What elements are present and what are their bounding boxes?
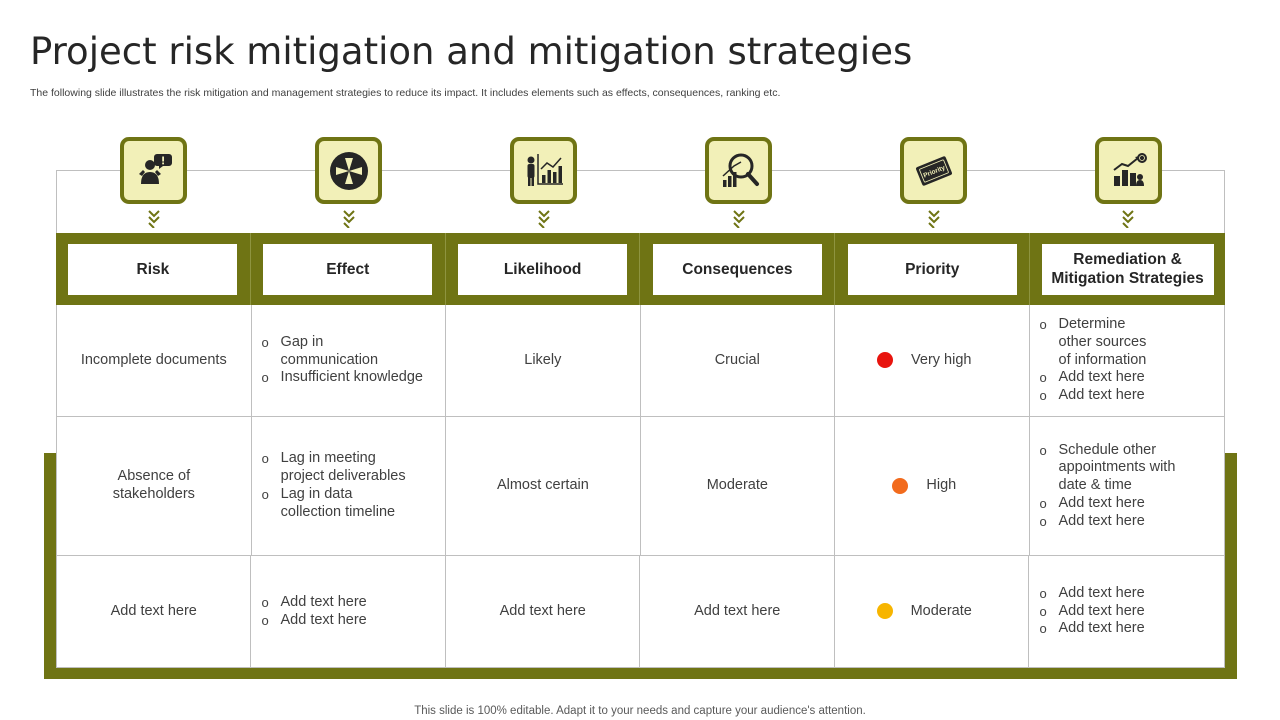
- svg-text:Priority: Priority: [922, 163, 946, 179]
- asterisk-badge-icon: [315, 137, 382, 204]
- strategies-cell: [1030, 417, 1224, 555]
- strategies-cell: [1030, 305, 1225, 416]
- chevron-down-icon: [926, 208, 942, 228]
- strategies-cell: [1029, 556, 1224, 667]
- priority-cell: [835, 556, 1029, 667]
- chevron-down-icon: [536, 208, 552, 228]
- list-item: o Add text here: [1039, 620, 1144, 638]
- priority-tag-icon: [900, 137, 967, 204]
- list-item: o Insufficient knowledge: [262, 369, 423, 387]
- header-consequences: Consequences: [653, 244, 822, 295]
- magnifier-chart-icon: [705, 137, 772, 204]
- chevron-down-icon: [1120, 208, 1136, 228]
- table-row: [57, 305, 1224, 417]
- list-item: o Add text here: [261, 612, 366, 630]
- footer-note: This slide is 100% editable. Adapt it to your needs and capture your audience's attention.: [414, 705, 866, 717]
- list-item: o Lag in data collection timeline: [262, 486, 412, 522]
- table-row: [57, 417, 1224, 556]
- growth-chart-icon: [1095, 137, 1162, 204]
- header-strategies: Remediation & Mitigation Strategies: [1042, 244, 1214, 295]
- list-item: o Add text here: [1039, 603, 1144, 621]
- likelihood-cell: Almost certain: [446, 417, 640, 555]
- effect-cell: [252, 305, 447, 416]
- priority-cell: [835, 417, 1029, 555]
- likelihood-cell: Add text here: [446, 556, 640, 667]
- priority-cell: [835, 305, 1029, 416]
- effect-cell: [251, 556, 446, 667]
- consequences-cell: Moderate: [641, 417, 835, 555]
- page-title: Project risk mitigation and mitigation strategies: [30, 30, 913, 73]
- likelihood-cell: Likely: [446, 305, 640, 416]
- consequences-cell: Add text here: [640, 556, 834, 667]
- status-dot: [892, 478, 908, 494]
- priority-label: Very high: [911, 351, 972, 368]
- list-item: o Add text here: [1040, 387, 1160, 405]
- header-likelihood: Likelihood: [458, 244, 627, 295]
- status-dot: [877, 603, 893, 619]
- header-effect: Effect: [263, 244, 432, 295]
- icon-frame: [56, 170, 1225, 234]
- chevron-down-icon: [341, 208, 357, 228]
- risk-cell: Incomplete documents: [57, 305, 252, 416]
- list-item: o Determine other sources of information: [1040, 316, 1160, 369]
- chevron-down-icon: [731, 208, 747, 228]
- page-subtitle: The following slide illustrates the risk mitigation and management strategies to reduce its impact. It includes elements such as effects, consequences, ranking etc.: [30, 87, 781, 99]
- header-risk: Risk: [68, 244, 237, 295]
- list-item: o Add text here: [1040, 495, 1190, 513]
- presenter-chart-icon: [510, 137, 577, 204]
- header-priority: Priority: [848, 244, 1017, 295]
- risk-table: [56, 305, 1225, 668]
- priority-label: Moderate: [910, 602, 972, 619]
- table-header: [56, 233, 1225, 305]
- chevron-down-icon: [146, 208, 162, 228]
- risk-cell: Absence of stakeholders: [57, 417, 252, 555]
- list-item: o Add text here: [261, 594, 366, 612]
- risk-cell: Add text here: [57, 556, 251, 667]
- list-item: o Add text here: [1040, 513, 1190, 531]
- list-item: o Add text here: [1039, 585, 1144, 603]
- status-dot: [877, 352, 893, 368]
- consequences-cell: Crucial: [641, 305, 835, 416]
- list-item: o Lag in meeting project deliverables: [262, 450, 412, 486]
- effect-cell: [252, 417, 446, 555]
- priority-label: High: [926, 477, 957, 494]
- list-item: o Schedule other appointments with date & time: [1040, 442, 1190, 495]
- list-item: o Add text here: [1040, 369, 1160, 387]
- table-row: [57, 556, 1224, 668]
- list-item: o Gap in communication: [262, 334, 412, 370]
- person-alert-icon: [120, 137, 187, 204]
